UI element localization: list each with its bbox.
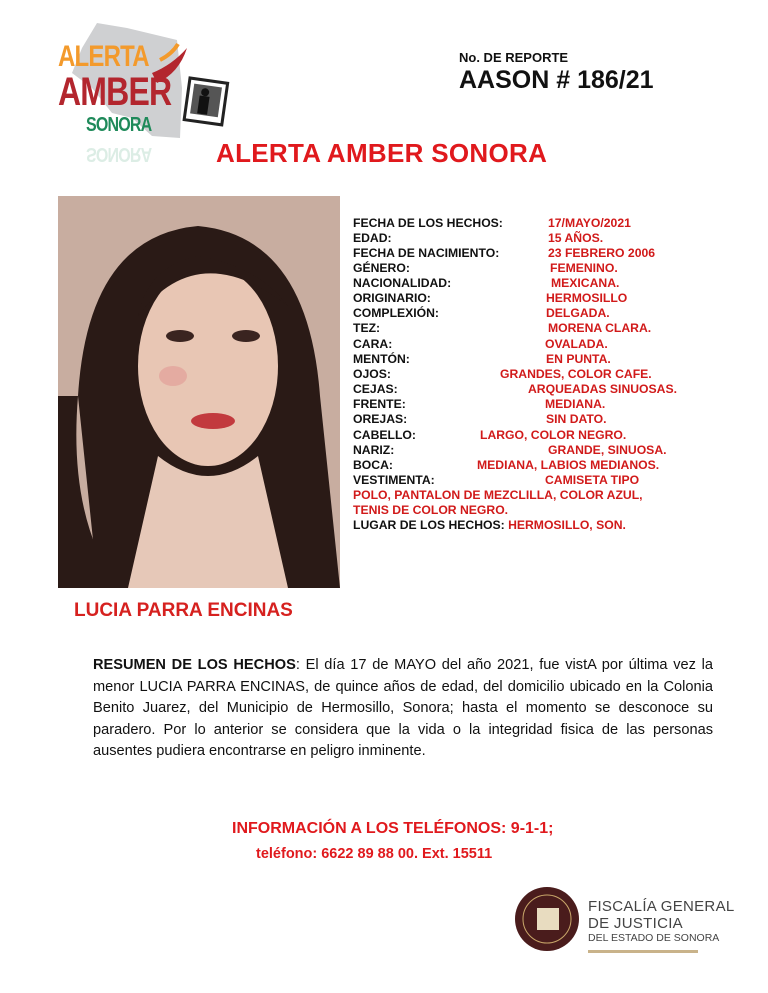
field-row: COMPLEXIÓN: DELGADA. bbox=[353, 306, 610, 320]
contact-phone-extension: teléfono: 6622 89 88 00. Ext. 15511 bbox=[256, 846, 493, 862]
missing-person-name: LUCIA PARRA ENCINAS bbox=[74, 600, 293, 621]
alerta-amber-sonora-logo: ALERTA AMBER SONORA SONORA bbox=[52, 18, 242, 168]
photo-icon bbox=[184, 78, 227, 125]
field-row: FRENTE: MEDIANA. bbox=[353, 397, 606, 411]
report-label: No. DE REPORTE bbox=[459, 50, 569, 65]
field-row: FECHA DE LOS HECHOS: 17/MAYO/2021 bbox=[353, 216, 631, 230]
agency-name: FISCALÍA GENERAL DE JUSTICIA DEL ESTADO DE SONORA bbox=[588, 898, 735, 953]
field-row: CABELLO: LARGO, COLOR NEGRO. bbox=[353, 428, 627, 442]
summary-paragraph bbox=[93, 655, 713, 763]
field-row: EDAD: 15 AÑOS. bbox=[353, 231, 604, 245]
portrait-image bbox=[58, 196, 340, 588]
field-row: NACIONALIDAD: MEXICANA. bbox=[353, 276, 620, 290]
field-row: VESTIMENTA: CAMISETA TIPO bbox=[353, 473, 640, 487]
field-row: TEZ: MORENA CLARA. bbox=[353, 321, 652, 335]
field-row: NARIZ: GRANDE, SINUOSA. bbox=[353, 443, 667, 457]
missing-person-photo bbox=[58, 196, 340, 588]
field-row-lugar: LUGAR DE LOS HECHOS: HERMOSILLO, SON. bbox=[353, 518, 626, 532]
fiscalia-seal-icon bbox=[514, 886, 580, 952]
field-row: BOCA: MEDIANA, LABIOS MEDIANOS. bbox=[353, 458, 660, 472]
summary-text: : El día 17 de MAYO del año 2021, fue vistA por última vez la menor LUCIA PARRA ENCINAS, de quince años de edad, del domicilio ubicado en la Colonia Benito Juarez, del Municipio de Hermosillo, Sonora; hasta el momento se desconoce su paradero. Por lo anterior se considera que la vida o la integridad fisica de las personas ausentes pudiera encontrarse en peligro inminente. bbox=[93, 657, 713, 760]
vestimenta-continued: POLO, PANTALON DE MEZCLILLA, COLOR AZUL, bbox=[353, 488, 643, 502]
agency-underline bbox=[588, 950, 698, 953]
vestimenta-continued: TENIS DE COLOR NEGRO. bbox=[353, 503, 509, 517]
logo-reflection: SONORA bbox=[86, 143, 152, 165]
field-row: CEJAS: ARQUEADAS SINUOSAS. bbox=[353, 382, 677, 396]
field-row: ORIGINARIO: HERMOSILLO bbox=[353, 291, 628, 305]
contact-phones: INFORMACIÓN A LOS TELÉFONOS: 9-1-1; bbox=[232, 820, 554, 837]
field-row: OJOS: GRANDES, COLOR CAFE. bbox=[353, 367, 652, 381]
report-number: AASON # 186/21 bbox=[459, 66, 654, 94]
field-row: MENTÓN: EN PUNTA. bbox=[353, 352, 611, 366]
summary-label: RESUMEN DE LOS HECHOS bbox=[93, 657, 296, 673]
field-row: OREJAS: SIN DATO. bbox=[353, 412, 607, 426]
document-title: ALERTA AMBER SONORA bbox=[216, 138, 548, 168]
field-row: FECHA DE NACIMIENTO: 23 FEBRERO 2006 bbox=[353, 246, 656, 260]
field-row: GÉNERO: FEMENINO. bbox=[353, 261, 618, 275]
field-row: CARA: OVALADA. bbox=[353, 337, 608, 351]
